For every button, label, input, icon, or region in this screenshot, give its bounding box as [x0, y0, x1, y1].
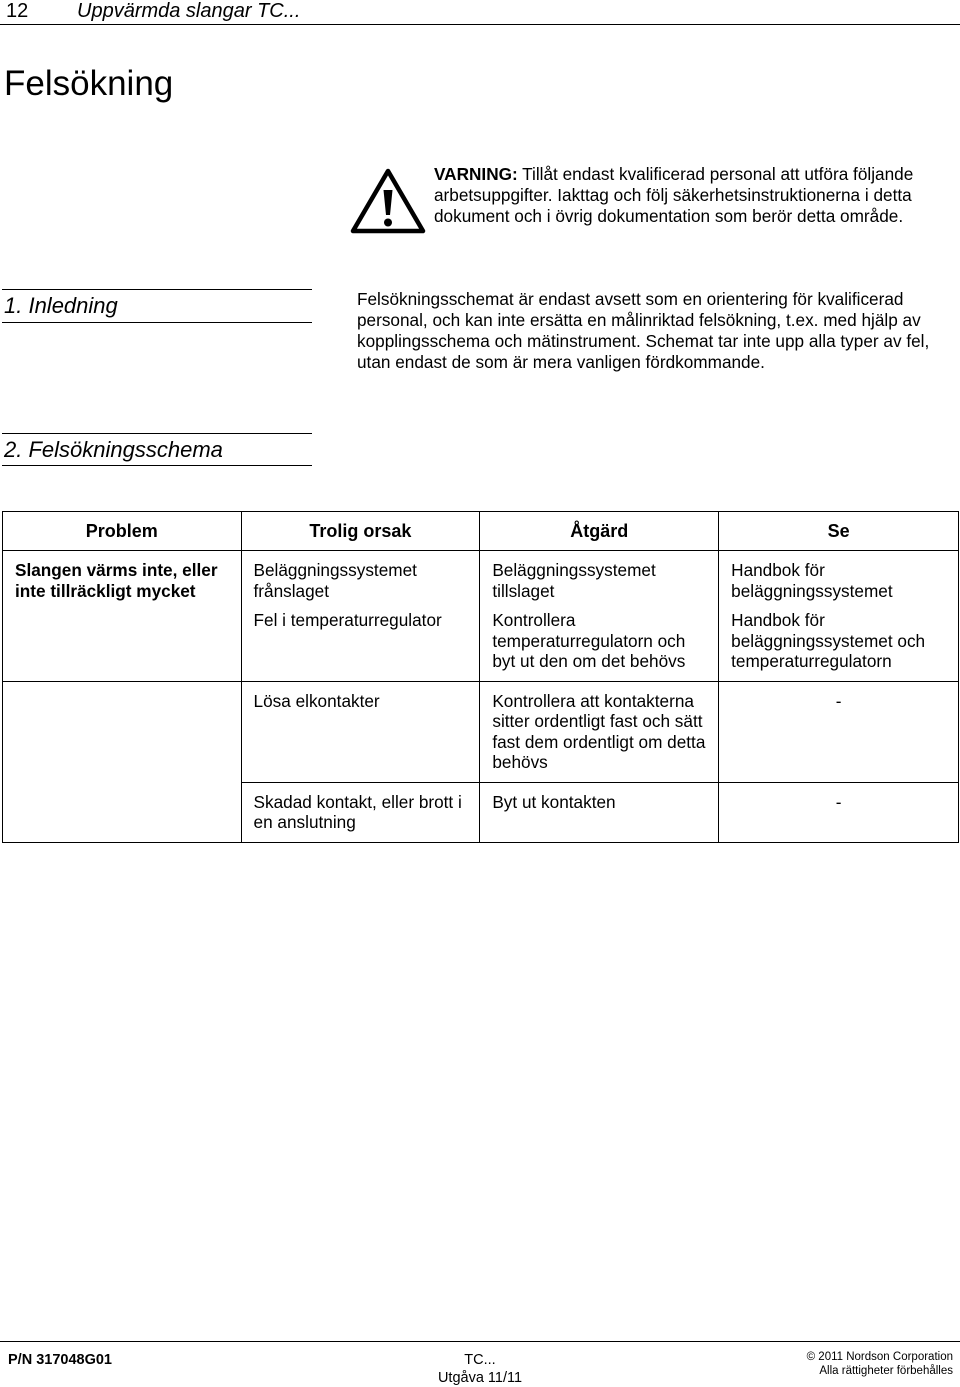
cause-cell: Lösa elkontakter [241, 681, 480, 782]
see-cell: Handbok för beläggningssystemet [719, 551, 959, 611]
section-heading-schema: 2. Felsökningsschema [4, 437, 223, 462]
warning-body: Tillåt endast kvalificerad personal att utföra följande arbetsuppgifter. Iakttag och följ säkerhetsinstruktionerna i detta dokument och i övrig dokumentation som berör detta område. [434, 164, 914, 226]
footer-doc-info [405, 1351, 555, 1387]
intro-paragraph: Felsökningsschemat är endast avsett som en orientering för kvalificerad personal, och kan inte ersätta en målinriktad felsökning, t.ex. med hjälp av kopplingsschema och mätinstrument. Schemat tar inte upp alla typer av fel, utan endast de som är mera vanligen fördkommande. [357, 289, 930, 372]
action-cell: Byt ut kontakten [480, 782, 719, 842]
warning-triangle-icon [350, 168, 426, 234]
see-cell: Handbok för beläggningssystemet och temperaturregulatorn [719, 610, 959, 681]
running-header-title: Uppvärmda slangar TC... [77, 0, 301, 22]
column-header-see: Se [719, 512, 959, 551]
section-heading-intro: 1. Inledning [4, 293, 118, 318]
table-header-row [3, 512, 959, 551]
section-rule-top [2, 433, 312, 434]
part-number: P/N 317048G01 [8, 1352, 112, 1368]
see-cell: - [719, 681, 959, 782]
copyright: © 2011 Nordson Corporation [806, 1351, 953, 1363]
cause-cell: Fel i temperaturregulator [241, 610, 480, 681]
warning-label: VARNING: [434, 164, 518, 184]
warning-text [434, 164, 954, 227]
section-rule-top [2, 289, 312, 290]
section-rule-bottom [2, 465, 312, 466]
cause-cell: Skadad kontakt, eller brott i en anslutning [241, 782, 480, 842]
troubleshooting-table [2, 511, 959, 843]
section-rule-bottom [2, 322, 312, 323]
footer-doc: TC... [464, 1352, 496, 1368]
action-cell: Kontrollera att kontakterna sitter ordentligt fast och sätt fast dem ordentligt om detta behövs [480, 681, 719, 782]
page-number: 12 [6, 0, 29, 22]
column-header-cause: Trolig orsak [241, 512, 480, 551]
action-cell: Kontrollera temperaturregulatorn och byt ut den om det behövs [480, 610, 719, 681]
action-cell: Beläggningssystemet tillslaget [480, 551, 719, 611]
see-cell: - [719, 782, 959, 842]
column-header-action: Åtgärd [480, 512, 719, 551]
footer-edition: Utgåva 11/11 [437, 1370, 523, 1386]
rights-notice: Alla rättigheter förbehålles [819, 1365, 953, 1377]
table-row [3, 681, 959, 782]
cause-cell: Beläggningssystemet frånslaget [241, 551, 480, 611]
page-title: Felsökning [4, 64, 174, 103]
problem-cell-empty [3, 681, 242, 842]
column-header-problem: Problem [3, 512, 242, 551]
table-row [3, 551, 959, 611]
header-rule [0, 24, 960, 25]
footer-copyright-block [700, 1350, 953, 1378]
problem-cell: Slangen värms inte, eller inte tillräckligt mycket [3, 551, 242, 682]
footer-rule [0, 1341, 960, 1342]
